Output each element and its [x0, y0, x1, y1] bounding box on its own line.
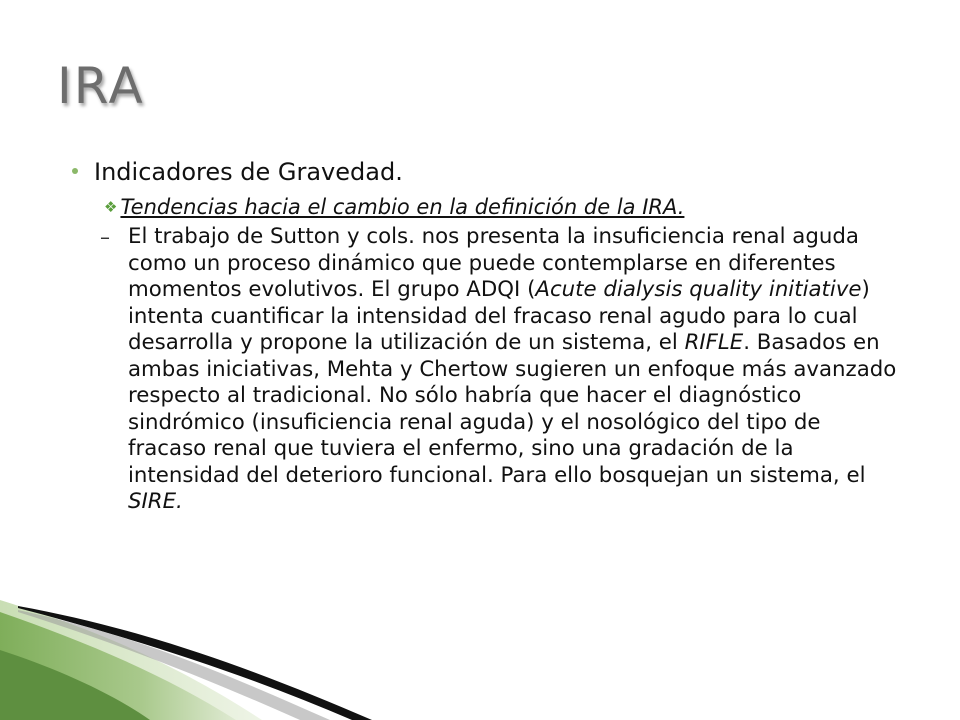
bullet-item [72, 156, 403, 188]
subheading-text: Tendencias hacia el cambio en la definición de la IRA. [120, 195, 685, 219]
body-paragraph [128, 224, 898, 516]
sub-bullet-item [104, 193, 684, 221]
paragraph-emphasis-rifle: RIFLE [684, 330, 744, 355]
paragraph-item [100, 224, 900, 516]
paragraph-emphasis-adqi: Acute dialysis quality initiative [535, 277, 862, 302]
slide-title: IRA [57, 57, 145, 115]
diamond-cluster-icon: ❖ [104, 198, 118, 216]
bullet-text: Indicadores de Gravedad. [94, 158, 403, 186]
paragraph-part-2: ) intenta cuantificar la intensidad del fracaso renal agudo para lo cual desarrolla y propone la utilización de un sistema, el [128, 277, 870, 355]
circle-bullet-icon [72, 168, 78, 174]
paragraph-part-3: . Basados en ambas iniciativas, Mehta y Chertow sugieren un enfoque más avanzado respecto al tradicional. No sólo habría que hacer el diagnóstico sindrómico (insuficiencia renal aguda) y el nosológico del tipo de fracaso renal que tuviera el enfermo, sino una gradación de la intensidad del deterioro funcional. Para ello bosquejan un sistema, el [128, 330, 897, 488]
paragraph-emphasis-sire: SIRE. [128, 489, 183, 514]
dash-icon: – [100, 225, 110, 249]
paragraph-part-1: El trabajo de Sutton y cols. nos presenta la insuficiencia renal aguda como un proceso dinámico que puede contemplarse en diferentes momentos evolutivos. El grupo ADQI ( [128, 224, 859, 302]
